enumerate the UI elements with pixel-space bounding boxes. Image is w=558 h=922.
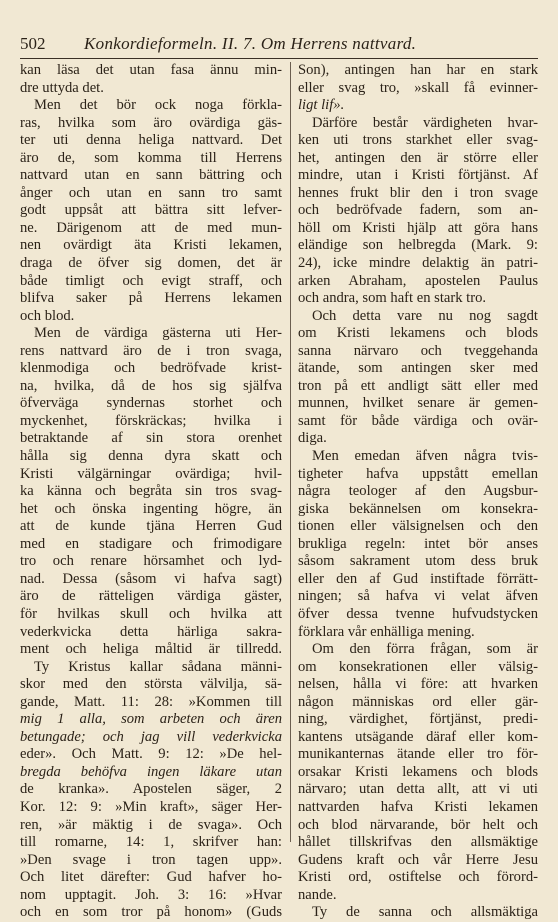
text-line: ånger och utan en sann tro samt (20, 184, 282, 201)
text-line: Men det bör ock noga förkla- (34, 97, 282, 114)
text-line: ras, hvilka som äro ovärdiga gäs- (20, 114, 282, 131)
text-line: kan läsa det utan fasa ännu min- (20, 62, 282, 78)
text-line: het och önska ingenting högre, än (20, 500, 282, 517)
text-line: öfverväga syndernas storhet och (20, 395, 282, 412)
text-line: godt uppsåt att bättra sitt lefver- (20, 202, 282, 219)
column-divider (290, 62, 291, 842)
text-line: ligt lif». (298, 97, 345, 114)
text-line: och andra, som haft en stark tro. (298, 290, 487, 307)
text-line: 24), icke mindre delaktig än patri- (298, 255, 538, 272)
text-line: ka känna och begråta sin tros svag- (20, 483, 282, 500)
text-line: »Den svage i tron tagen upp». (20, 851, 282, 868)
text-line: nad. Dessa (såsom vi hafva sagt) (20, 570, 282, 587)
text-line: tigheter hafva uppstått emellan (298, 465, 538, 482)
text-line: dre uttyda det. (20, 79, 104, 96)
text-line: med en stadigare och frimodigare (20, 535, 282, 552)
right-column (298, 62, 538, 922)
text-line: Därföre består värdigheten hvar- (312, 114, 538, 131)
text-line: ne. Därigenom att de med mun- (20, 219, 282, 236)
text-line: giska bekännelsen om konsekra- (298, 500, 538, 517)
text-line: sanna närvaro och tveggehanda (298, 342, 538, 359)
text-line: och en som tror på honom» (Guds (20, 904, 282, 921)
text-line: eller den af Gud instiftade förrätt- (298, 570, 538, 587)
text-line: het, antingen den är större eller (298, 149, 538, 166)
text-line: de kranka». Apostelen säger, 2 (20, 781, 282, 798)
text-line: och bedröfvade fadern, som an- (298, 202, 538, 219)
text-line: tro och renare hörsamhet och lyd- (20, 553, 282, 570)
text-line: samt för både värdiga och ovär- (298, 412, 538, 429)
text-line: Men de värdiga gästerna uti Her- (34, 325, 282, 342)
text-line: ter uti denna heliga nattvard. Det (20, 132, 282, 149)
text-line: munnen, hvilket senare är gemen- (298, 395, 538, 412)
left-column (20, 62, 282, 922)
text-line: för hvilkas skull och hvilka att (20, 605, 282, 622)
text-line: nen ovärdigt äta Kristi lekamen, (20, 237, 282, 254)
text-line: närvaro; utan detta allt, att vi uti (298, 781, 538, 798)
text-line: eländige son helbregda (Mark. 9: (298, 237, 538, 254)
text-line: Kristi ord, ostiftelse och förord- (298, 869, 538, 886)
text-line: nattvarden hafva Kristi lekamen (298, 798, 538, 815)
text-line: klenmodiga och bedröfvade krist- (20, 360, 282, 377)
text-line: nattvard utan en sann bättring och (20, 167, 282, 184)
text-line: mindre, utan i Kristi förtjänst. Af (298, 167, 538, 184)
text-line: betraktande af sin stora orenhet (20, 430, 282, 447)
text-line: Son), antingen han har en stark (298, 62, 538, 78)
page-number: 502 (20, 34, 46, 53)
header-rule (20, 58, 538, 59)
text-line: blifva saker på Herrens lekamen (20, 290, 282, 307)
text-line: förklara vår enhälliga mening. (298, 623, 475, 640)
text-line: tron på ett andligt sätt eller med (298, 377, 538, 394)
text-line: na, hvilka, då de hos sig själfva (20, 377, 282, 394)
text-line: Kor. 12: 9: »Min kraft», säger Her- (20, 798, 282, 815)
text-line: eller svag tro, »skall få evinner- (298, 79, 538, 96)
text-line: någon människas ord eller gär- (298, 693, 538, 710)
text-line: ken uti trons starkhet eller svag- (298, 132, 538, 149)
text-line: betungade; och jag vill vederkvicka (20, 728, 282, 745)
text-line: ätande, som antingen sker med (298, 360, 538, 377)
text-line: om Kristi lekamens och blods (298, 325, 538, 342)
text-line: draga de öfver sig domen, det är (20, 255, 282, 272)
text-line: såsom sakrament utom dess bruk (298, 553, 538, 570)
text-line: äro de, som komma till Herrens (20, 149, 282, 166)
page-header (20, 33, 536, 55)
text-line: Ty de sanna och allsmäktiga (312, 904, 538, 921)
text-line: Och litet därefter: Gud hafver ho- (20, 869, 282, 886)
text-line: kantens utsägande däraf eller kom- (298, 728, 538, 745)
text-line: gande, Matt. 11: 28: »Kommen till (20, 693, 282, 710)
text-line: öfver dessa tvenne hufvudstycken (298, 605, 538, 622)
text-line: höll om Kristi hjälp att göra hans (298, 219, 538, 236)
running-title: Konkordieformeln. II. 7. Om Herrens nattvard. (84, 34, 417, 53)
text-line: diga. (298, 430, 327, 447)
text-line: och blod. (20, 307, 75, 324)
text-line: hålla sig denna dyra skatt och (20, 448, 282, 465)
text-line: om konsekrationen eller välsig- (298, 658, 538, 675)
text-line: några teologer af den Augsbur- (298, 483, 538, 500)
text-line: brukliga regeln: intet bör anses (298, 535, 538, 552)
text-line: ningen; så hafva vi velat äfven (298, 588, 538, 605)
text-line: äro de rätteligen värdiga gäster, (20, 588, 282, 605)
text-line: att de kunde tjäna Herren Gud (20, 518, 282, 535)
text-line: hållet tillskrifvas den allsmäktige (298, 834, 538, 851)
text-line: ning, värdighet, förtjänst, predi- (298, 711, 538, 728)
text-line: munikanternas ätande eller tro för- (298, 746, 538, 763)
text-line: nande. (298, 886, 337, 903)
text-line: arken Abraham, apostelen Paulus (298, 272, 538, 289)
text-line: nelsen, hålla vi före: att hvarken (298, 676, 538, 693)
text-line: Kristi välgärningar ovärdiga; hvil- (20, 465, 282, 482)
text-line: vederkvicka detta härliga sakra- (20, 623, 282, 640)
text-line: Gudens kraft och vår Herre Jesu (298, 851, 538, 868)
text-line: Om den förra frågan, som är (312, 641, 538, 658)
text-line: och blod närvarande, bör helt och (298, 816, 538, 833)
text-line: Och detta vare nu nog sagdt (312, 307, 538, 324)
text-line: ren, »är mäktig i de svaga». Och (20, 816, 282, 833)
text-line: mig 1 alla, som arbeten och ären (20, 711, 282, 728)
text-line: skor med den största välvilja, sä- (20, 676, 282, 693)
text-line: orsakar Kristi lekamens och blods (298, 763, 538, 780)
text-line: både timligt och evigt straff, och (20, 272, 282, 289)
text-line: eder». Och Matt. 9: 12: »De hel- (20, 746, 282, 763)
text-line: Men emedan äfven några tvis- (312, 448, 538, 465)
text-line: hennes frukt blir den i tron svage (298, 184, 538, 201)
text-line: rens nattvard äro de i tron svaga, (20, 342, 282, 359)
text-line: bregda behöfva ingen läkare utan (20, 763, 282, 780)
text-line: till romarne, 14: 1, skrifver han: (20, 834, 282, 851)
text-line: myckenhet, förskräckas; hvilka i (20, 412, 282, 429)
text-line: Ty Kristus kallar sådana männi- (34, 658, 282, 675)
text-line: tionen eller välsignelsen och den (298, 518, 538, 535)
text-line: ment och heliga måltid är tillredd. (20, 641, 282, 658)
text-line: nom upptagit. Joh. 3: 16: »Hvar (20, 886, 282, 903)
